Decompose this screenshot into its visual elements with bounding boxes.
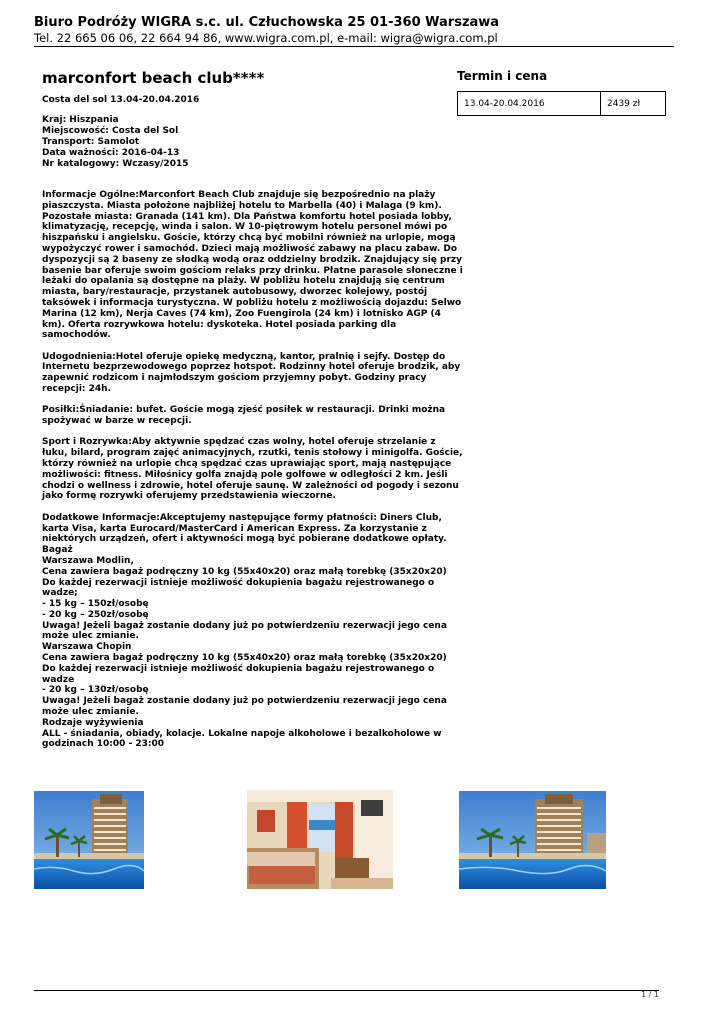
text-line: Do każdej rezerwacji istnieje możliwość dokupienia bagażu rejestrowanego o xyxy=(42,663,435,674)
text-line: wadze; xyxy=(42,588,78,599)
text-line: samochodów. xyxy=(42,330,111,341)
text-line: Warszawa Chopin xyxy=(42,642,132,653)
text-line: Informacje Ogólne:Marconfort Beach Club znajduje się bezpośrednio na plaży xyxy=(42,190,436,200)
offer-content xyxy=(42,68,463,761)
text-line: którzy również na urlopie chcą spędzać czas uprawiając sport, mają następujące xyxy=(42,459,452,470)
price-cell: 2439 zł xyxy=(601,92,666,116)
price-table xyxy=(457,91,666,116)
text-line: leżaki do opalania są dostępne na plaży. W pobliżu hotelu znajdują się centrum xyxy=(42,276,445,287)
text-line: Bagaż xyxy=(42,545,73,556)
hotel-room-photo xyxy=(247,790,393,889)
text-line: taksówek i informacja turystyczna. W pobliżu hotelu z możliwością dojazdu: Selwo xyxy=(42,297,462,308)
text-line: piaszczysta. Miasta położone najbliżej hotelu to Marbella (40) i Malaga (9 km). xyxy=(42,200,442,211)
text-line: Dodatkowe Informacje:Akceptujemy następujące formy płatności: Diners Club, xyxy=(42,512,442,523)
text-line: może ulec zmianie. xyxy=(42,631,139,642)
fact-transport: Transport: Samolot xyxy=(42,137,140,147)
section-amenities xyxy=(42,351,461,395)
text-line: wadze xyxy=(42,674,75,685)
text-line: zapewnić rodzicom i najmłodszym gościom przyjemny pobyt. Godziny pracy xyxy=(42,373,427,384)
company-name: Biuro Podróży WIGRA s.c. ul. Człuchowska 25 01-360 Warszawa xyxy=(34,15,500,30)
company-contact: Tel. 22 665 06 06, 22 664 94 86, www.wigra.com.pl, e-mail: wigra@wigra.com.pl xyxy=(34,31,498,45)
text-line: Pozostałe miasta: Granada (141 km). Dla Państwa komfortu hotel posiada lobby, xyxy=(42,211,452,222)
text-line: jako formę rozrywki oferujemy przedstawienia wieczorne. xyxy=(42,491,336,502)
text-line: basenie bar oferuje swoim gościom relaks przy drinku. Płatne parasole słoneczne i xyxy=(42,265,463,276)
hotel-exterior-photo xyxy=(34,791,144,889)
text-line: ALL - śniadania, obiady, kolacje. Lokalne napoje alkoholowe i bezalkoholowe w xyxy=(42,728,442,739)
fact-location: Miejscowość: Costa del Sol xyxy=(42,126,179,136)
text-line: Warszawa Modlin, xyxy=(42,555,134,566)
offer-facts xyxy=(42,115,442,170)
text-line: Cena zawiera bagaż podręczny 10 kg (55x40x20) oraz małą torebkę (35x20x20) xyxy=(42,566,447,577)
text-line: Uwaga! Jeżeli bagaż zostanie dodany już po potwierdzeniu rezerwacji jego cena xyxy=(42,696,447,707)
text-line: wypożyczyć rower i samochód. Dzieci mają możliwość zabawy na placu zabaw. Do xyxy=(42,243,458,254)
text-line: miasta, bary/restauracje, przystanek autobusowy, dworzec kolejowy, postój xyxy=(42,287,428,298)
term-and-price-panel xyxy=(457,69,667,116)
text-line: Rodzaje wyżywienia xyxy=(42,717,144,728)
text-line: Cena zawiera bagaż podręczny 10 kg (55x40x20) oraz małą torebkę (35x20x20) xyxy=(42,653,447,664)
page-number: 1 / 1 xyxy=(641,990,659,999)
text-line: spożywać w barze w recepcji. xyxy=(42,416,192,427)
hotel-exterior-photo xyxy=(459,791,606,889)
section-meals xyxy=(42,405,446,427)
text-line: - 15 kg – 150zł/osobę xyxy=(42,599,149,610)
text-line: Posiłki:Śniadanie: bufet. Goście mogą zjeść posiłek w restauracji. Drinki można xyxy=(42,405,446,416)
text-line: Do każdej rezerwacji istnieje możliwość dokupienia bagażu rejestrowanego o xyxy=(42,577,435,588)
header-divider xyxy=(34,46,674,47)
fact-country: Kraj: Hiszpania xyxy=(42,115,119,125)
section-general-info xyxy=(42,190,463,341)
text-line: godzinach 10:00 - 23:00 xyxy=(42,739,165,750)
text-line: Udogodnienia:Hotel oferuje opiekę medyczną, kantor, pralnię i sejfy. Dostęp do xyxy=(42,351,446,362)
text-line: recepcji: 24h. xyxy=(42,384,112,395)
table-row xyxy=(458,92,666,116)
text-line: karta Visa, karta Eurocard/MasterCard i American Express. Za korzystanie z xyxy=(42,523,427,534)
text-line: niektórych urządzeń, ofert i aktywności mogą być pobierane dodatkowe opłaty. xyxy=(42,534,447,545)
text-line: Marina (12 km), Nerja Caves (74 km), Zoo Fuengirola (24 km) i lotnisko AGP (4 xyxy=(42,308,441,319)
section-sport xyxy=(42,437,463,502)
text-line: klimatyzację, recepcję, winda i salon. W 10-piętrowym hotelu personel mówi po xyxy=(42,222,448,233)
text-line: Sport i Rozrywka:Aby aktywnie spędzać czas wolny, hotel oferuje strzelanie z xyxy=(42,437,436,448)
fact-valid-date: Data ważności: 2016-04-13 xyxy=(42,148,180,158)
fact-catalog-number: Nr katalogowy: Wczasy/2015 xyxy=(42,159,189,169)
text-line: dyspozycji są 2 baseny ze słodką wodą oraz oddzielny brodzik. Znajdujący się przy xyxy=(42,254,463,265)
document-header xyxy=(34,14,674,46)
text-line: hiszpańsku i angielsku. Goście, którzy chcą być mobilni również na urlopie, mogą xyxy=(42,233,456,244)
text-line: Internetu bezprzewodowego poprzez hotspot. Rodzinny hotel oferuje brodzik, aby xyxy=(42,362,461,373)
text-line: - 20 kg – 130zł/osobę xyxy=(42,685,149,696)
text-line: Uwaga! Jeżeli bagaż zostanie dodany już po potwierdzeniu rezerwacji jego cena xyxy=(42,620,447,631)
text-line: możliwości: fitness. Miłośnicy golfa znajdą pole golfowe w odległości 2 km. Jeśli xyxy=(42,469,448,480)
section-additional-info xyxy=(42,512,447,751)
offer-subtitle: Costa del sol 13.04-20.04.2016 xyxy=(42,95,200,105)
text-line: km). Oferta rozrywkowa hotelu: dyskoteka. Hotel posiada parking dla xyxy=(42,319,397,330)
text-line: łuku, bilard, program zajęć animacyjnych, rzutki, tenis stołowy i minigolfa. Goście, xyxy=(42,448,463,459)
term-price-heading: Termin i cena xyxy=(457,69,548,83)
text-line: może ulec zmianie. xyxy=(42,707,139,718)
footer-divider xyxy=(34,990,659,991)
text-line: chodzi o wellness i zdrowie, hotel oferuje saunę. W zależności od pogody i sezonu xyxy=(42,480,459,491)
page-title: marconfort beach club**** xyxy=(42,69,265,87)
term-date-cell: 13.04-20.04.2016 xyxy=(458,92,601,116)
text-line: - 20 kg – 250zł/osobę xyxy=(42,609,149,620)
